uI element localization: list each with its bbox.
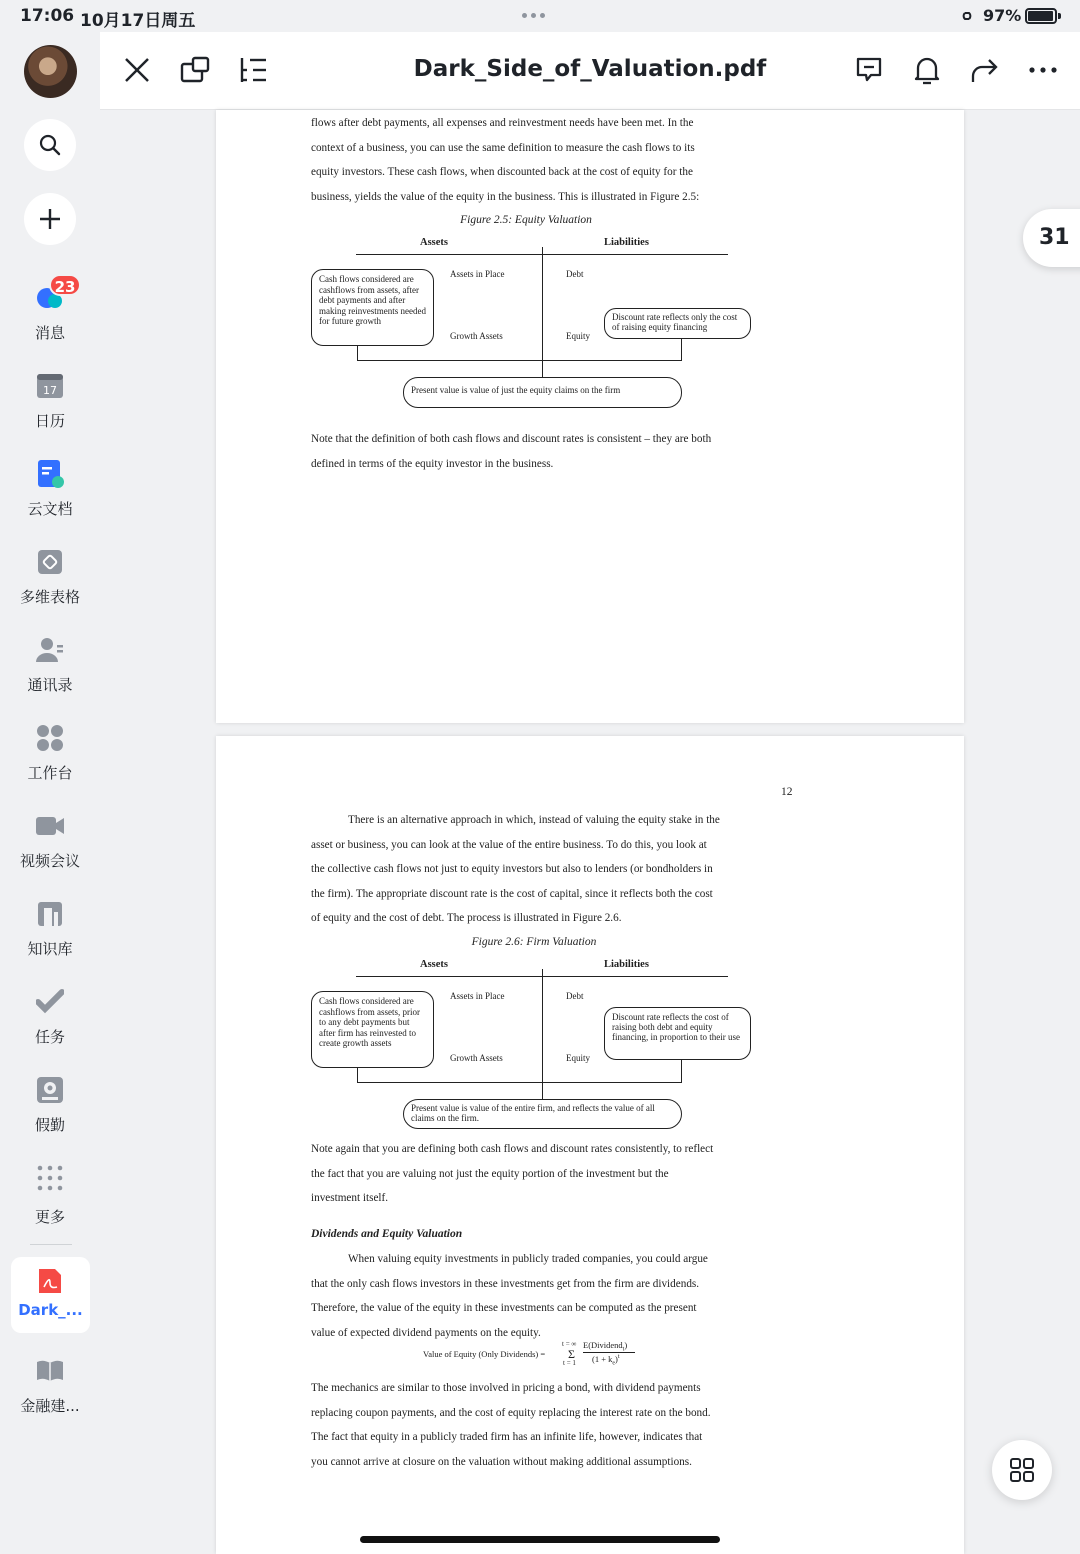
pdf-icon xyxy=(37,1267,63,1295)
diagram-vertical-rule xyxy=(542,969,543,1109)
diagram-connector xyxy=(357,1082,682,1083)
sidebar-item-contacts[interactable] xyxy=(0,636,100,716)
unread-badge: 23 xyxy=(49,274,81,296)
search-icon xyxy=(38,133,62,157)
attendance-icon xyxy=(36,1076,64,1104)
denominator-text: (1 + k xyxy=(592,1354,613,1364)
comment-icon xyxy=(855,56,883,84)
contacts-icon xyxy=(36,636,64,664)
text-line: The mechanics are similar to those involved in pricing a bond, with dividend payments xyxy=(311,1382,701,1394)
diagram-connector xyxy=(681,1060,682,1083)
diagram-assets-in-place: Assets in Place xyxy=(450,991,505,1001)
diagram-assets-in-place: Assets in Place xyxy=(450,269,505,279)
paragraph xyxy=(311,1137,752,1211)
sidebar-item-messages[interactable] xyxy=(0,278,100,364)
diagram-discount-rate-box: Discount rate reflects the cost of raising both debt and equity financing, in proportion to their use xyxy=(604,1007,751,1060)
comment-button[interactable] xyxy=(853,54,885,86)
diagram-debt: Debt xyxy=(566,991,584,1001)
sidebar-item-label: 视频会议 xyxy=(19,852,80,870)
text-line: replacing coupon payments, and the cost of equity replacing the interest rate on the bond. xyxy=(311,1406,711,1419)
paragraph xyxy=(311,111,752,209)
sidebar-item-label: 日历 xyxy=(34,412,65,430)
sidebar-item-workplace[interactable] xyxy=(0,724,100,804)
diagram-debt: Debt xyxy=(566,269,584,279)
diagram-growth-assets: Growth Assets xyxy=(450,1053,503,1063)
numerator-subscript: t xyxy=(622,1346,625,1353)
thumbnail-grid-button[interactable] xyxy=(992,1440,1052,1500)
text-line: When valuing equity investments in publicly traded companies, you could argue xyxy=(348,1253,708,1265)
diagram-discount-rate-box: Discount rate reflects only the cost of raising equity financing xyxy=(604,308,751,339)
base-table-icon xyxy=(36,548,64,576)
text-line: Therefore, the value of the equity in these investments can be computed as the present xyxy=(311,1302,697,1314)
diagram-present-value-box: Present value is value of just the equity claims on the firm xyxy=(403,377,682,408)
pdf-page xyxy=(216,736,964,1554)
sidebar-item-label: 更多 xyxy=(34,1208,65,1226)
sidebar-item-label: 云文档 xyxy=(27,500,73,518)
search-button[interactable] xyxy=(24,119,76,171)
diagram-liabilities-header: Liabilities xyxy=(604,237,649,248)
text-line: investment itself. xyxy=(311,1192,389,1204)
sidebar-item-label: 通讯录 xyxy=(27,676,73,694)
text-line: that the only cash flows investors in these investments get from the firm are dividends. xyxy=(311,1277,700,1290)
denominator-exponent: t xyxy=(617,1354,620,1361)
sidebar-item-label: 假勤 xyxy=(34,1116,65,1134)
wiki-icon xyxy=(36,900,64,928)
bell-icon xyxy=(913,55,941,85)
diagram-cashflow-box: Cash flows considered are cashflows from assets, prior to any debt payments but after firm has reinvested to create growth assets xyxy=(311,991,434,1068)
link-icon xyxy=(957,8,977,27)
diagram-equity: Equity xyxy=(566,331,590,341)
dividend-formula xyxy=(423,1340,643,1370)
diagram-assets-header: Assets xyxy=(420,959,448,970)
video-meeting-icon xyxy=(36,812,64,840)
firm-valuation-diagram xyxy=(311,959,756,1129)
formula-numerator: E(Dividend$_t$) xyxy=(583,1340,628,1353)
battery-percent: 97% xyxy=(983,6,1022,25)
sidebar-item-wiki[interactable] xyxy=(0,900,100,980)
sidebar-item-tasks[interactable] xyxy=(0,988,100,1068)
sidebar-item-attendance[interactable] xyxy=(0,1076,100,1156)
text-line: Note that the definition of both cash flows and discount rates is consistent – they are both xyxy=(311,433,712,445)
page-indicator[interactable]: 31 xyxy=(1023,209,1080,267)
battery-tip xyxy=(1058,13,1061,19)
page-number: 12 xyxy=(781,786,793,798)
text-line: the fact that you are valuing not just the equity portion of the investment but the xyxy=(311,1167,669,1180)
text-line: context of a business, you can use the same definition to measure the cash flows to its xyxy=(311,141,695,154)
formula-lhs: Value of Equity (Only Dividends) = xyxy=(423,1349,546,1359)
notification-button[interactable] xyxy=(911,54,943,86)
task-icon xyxy=(36,988,64,1016)
sidebar-divider xyxy=(30,1244,72,1245)
formula-upper-limit: t = ∞ xyxy=(562,1340,577,1348)
sidebar-item-more[interactable] xyxy=(0,1164,100,1244)
sidebar-item-label: 任务 xyxy=(34,1028,65,1046)
text-line: Note again that you are defining both cash flows and discount rates consistently, to reflect xyxy=(311,1143,714,1155)
diagram-connector xyxy=(357,1068,358,1082)
text-line: the firm). The appropriate discount rate is the cost of capital, since it reflects both the cost xyxy=(311,887,713,900)
diagram-growth-assets: Growth Assets xyxy=(450,331,503,341)
text-line: asset or business, you can look at the value of the entire business. To do this, you look at xyxy=(311,838,707,851)
diagram-connector xyxy=(357,360,682,361)
diagram-vertical-rule xyxy=(542,247,543,393)
equity-valuation-diagram xyxy=(311,237,756,407)
text-line: you cannot arrive at closure on the valuation without making additional assumptions. xyxy=(311,1455,692,1468)
section-heading: Dividends and Equity Valuation xyxy=(311,1228,463,1240)
sidebar-item-label: 工作台 xyxy=(27,764,73,782)
formula-fraction-bar xyxy=(583,1352,635,1353)
formula-denominator: $(1 + k_e)^t$ xyxy=(592,1354,620,1367)
text-line: flows after debt payments, all expenses and reinvestment needs have been met. In the xyxy=(311,117,694,129)
more-options-button[interactable] xyxy=(1027,54,1059,86)
text-line: value of expected dividend payments on the equity. xyxy=(311,1326,541,1339)
diagram-assets-header: Assets xyxy=(420,237,448,248)
paragraph xyxy=(311,1376,752,1474)
sidebar-item-label: Dark_... xyxy=(18,1301,83,1319)
status-time: 17:06 xyxy=(20,6,75,26)
add-button[interactable] xyxy=(24,193,76,245)
diagram-cashflow-box: Cash flows considered are cashflows from assets, after debt payments and after making reinvestments needed for future growth xyxy=(311,269,434,346)
sidebar-item-finance-modeling[interactable] xyxy=(0,1357,100,1437)
avatar[interactable] xyxy=(24,45,77,98)
viewer-toolbar xyxy=(100,32,1080,110)
more-horizontal-icon xyxy=(1028,66,1058,74)
grid-view-icon xyxy=(1009,1457,1035,1483)
svg-text:17: 17 xyxy=(43,384,57,397)
workplace-icon xyxy=(36,724,64,752)
numerator-text: E(Dividend xyxy=(583,1340,623,1350)
text-line: of equity and the cost of debt. The process is illustrated in Figure 2.6. xyxy=(311,912,622,924)
share-icon xyxy=(970,56,1000,84)
home-indicator[interactable] xyxy=(360,1536,720,1543)
sidebar-item-video-meeting[interactable] xyxy=(0,812,100,892)
diagram-liabilities-header: Liabilities xyxy=(604,959,649,970)
pdf-page xyxy=(216,110,964,723)
figure-caption: Figure 2.5: Equity Valuation xyxy=(460,214,592,226)
status-bar xyxy=(0,0,1080,32)
cloud-doc-icon xyxy=(36,460,64,488)
denominator-subscript: e xyxy=(612,1360,616,1367)
more-grid-icon xyxy=(36,1164,64,1192)
book-icon xyxy=(36,1357,64,1385)
sidebar xyxy=(0,32,100,1554)
status-date: 10月17日周五 xyxy=(80,11,196,31)
sidebar-item-label: 多维表格 xyxy=(19,588,80,606)
formula-sigma: Σ xyxy=(568,1347,575,1361)
figure-caption: Figure 2.6: Firm Valuation xyxy=(471,936,597,948)
sidebar-item-base[interactable] xyxy=(0,548,100,628)
paragraph xyxy=(311,427,752,476)
text-line: defined in terms of the equity investor in the business. xyxy=(311,457,554,470)
diagram-connector xyxy=(357,346,358,360)
sidebar-item-label: 知识库 xyxy=(27,940,73,958)
text-line: equity investors. These cash flows, when discounted back at the cost of equity for the xyxy=(311,166,693,178)
sidebar-item-label: 消息 xyxy=(34,324,65,342)
document-title: Dark_Side_of_Valuation.pdf xyxy=(413,56,767,82)
battery-icon xyxy=(1025,8,1057,24)
text-line: the collective cash flows not just to equity investors but also to lenders (or bondholders in xyxy=(311,863,713,875)
share-button[interactable] xyxy=(969,54,1001,86)
plus-icon xyxy=(38,207,62,231)
diagram-connector xyxy=(681,339,682,361)
sidebar-item-docs[interactable] xyxy=(0,460,100,540)
text-line: business, yields the value of the equity in the business. This is illustrated in Figure 2.5: xyxy=(311,190,700,203)
paragraph xyxy=(311,1247,752,1345)
paragraph xyxy=(311,808,752,931)
formula-lower-limit: t = 1 xyxy=(563,1359,576,1367)
sidebar-item-calendar[interactable] xyxy=(0,372,100,452)
diagram-equity: Equity xyxy=(566,1053,590,1063)
sidebar-item-label: 金融建... xyxy=(20,1397,80,1415)
calendar-icon xyxy=(36,372,64,400)
diagram-present-value-box: Present value is value of the entire firm, and reflects the value of all claims on the firm. xyxy=(403,1099,682,1129)
text-line: The fact that equity in a publicly traded firm has an infinite life, however, indicates that xyxy=(311,1431,703,1443)
sidebar-item-open-pdf[interactable] xyxy=(11,1257,90,1333)
text-line: There is an alternative approach in which, instead of valuing the equity stake in the xyxy=(348,814,720,826)
multitask-dots-icon[interactable] xyxy=(522,13,545,18)
